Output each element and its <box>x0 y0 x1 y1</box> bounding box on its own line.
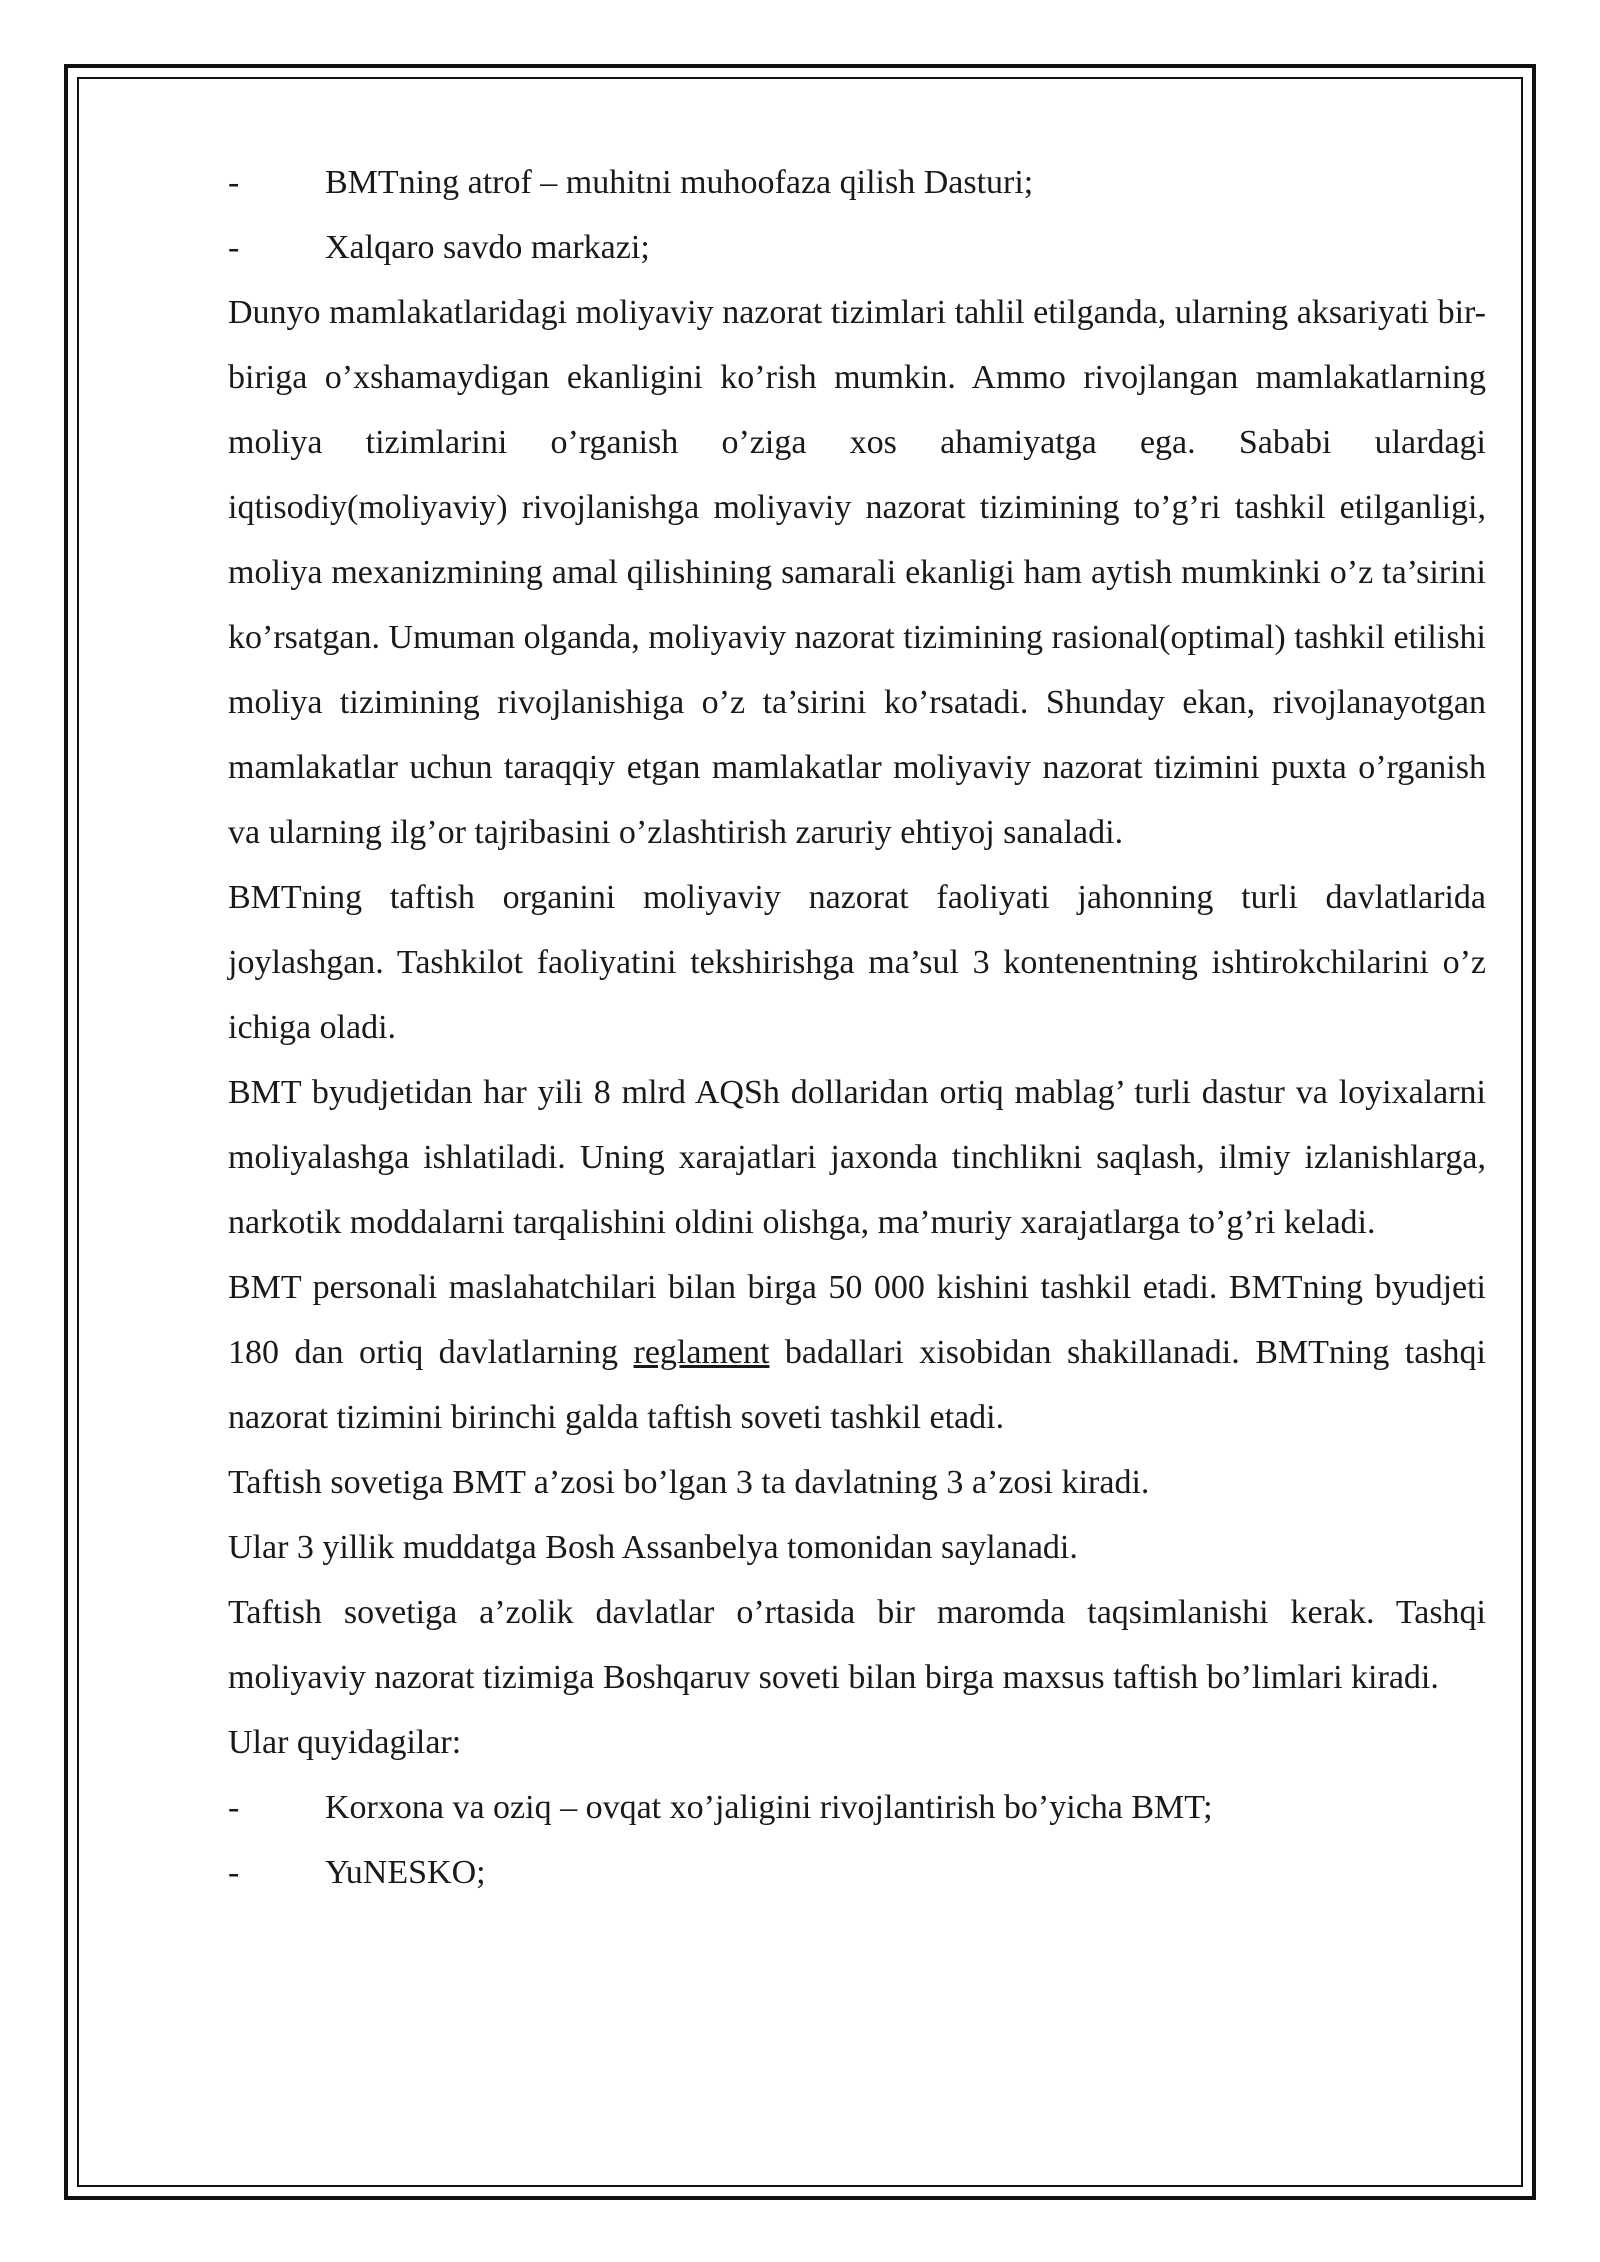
paragraph-audit-council-members: Taftish sovetiga BMT a’zosi bo’lgan 3 ta davlatning 3 a’zosi kiradi. <box>228 1464 1150 1501</box>
reglament-link[interactable]: reglament <box>633 1334 770 1371</box>
paragraph-personnel <box>228 1255 1486 1450</box>
list-dash: - <box>228 1789 240 1826</box>
list-dash: - <box>228 164 240 201</box>
list-item-text: YuNESKO; <box>325 1854 486 1891</box>
paragraph-financial-control-systems: Dunyo mamlakatlaridagi moliyaviy nazorat tizimlari tahlil etilganda, ularning aksariyati bir-biriga o’xshamaydigan ekanligini ko’rish mumkin. Ammo rivojlangan mamlakatlarning moliya tizimlarini o’rganish o’ziga xos ahamiyatga ega. Sababi ulardagi iqtisodiy(moliyaviy) rivojlanishga moliyaviy nazorat tizimining to’g’ri tashkil etilganligi, moliya mexanizmining amal qilishining samarali ekanligi ham aytish mumkinki o’z ta’sirini ko’rsatgan. Umuman olganda, moliyaviy nazorat tizimining rasional(optimal) tashkil etilishi moliya tizimining rivojlanishiga o’z ta’sirini ko’rsatadi. Shunday ekan, rivojlanayotgan mamlakatlar uchun taraqqiy etgan mamlakatlar moliyaviy nazorat tizimini puxta o’rganish va ularning ilg’or tajribasini o’zlashtirish zaruriy ehtiyoj sanaladi. <box>228 294 1486 851</box>
paragraph-membership-distribution: Taftish sovetiga a’zolik davlatlar o’rtasida bir maromda taqsimlanishi kerak. Tashqi moliyaviy nazorat tizimiga Boshqaruv soveti bilan birga maxsus taftish bo’limlari kiradi. <box>228 1594 1486 1696</box>
paragraph-personnel-text-1: BMT personali maslahatchilari bilan birga 50 000 kishini tashkil etadi. BMTning byudjeti 180 dan ortiq davlatlarning <box>228 1269 1486 1371</box>
list-dash: - <box>228 1854 240 1891</box>
list-item-text: BMTning atrof – muhitni muhoofaza qilish Dasturi; <box>325 164 1034 201</box>
paragraph-personnel-text-2: badallari xisobidan shakillanadi. BMTning tashqi nazorat tizimini birinchi galda taftish soveti tashkil etadi. <box>228 1334 1487 1436</box>
list-item <box>228 150 1486 215</box>
paragraph-budget: BMT byudjetidan har yili 8 mlrd AQSh dollaridan ortiq mablag’ turli dastur va loyixalarni moliyalashga ishlatiladi. Uning xarajatlari jaxonda tinchlikni saqlash, ilmiy izlanishlarga, narkotik moddalarni tarqalishini oldini olishga, ma’muriy xarajatlarga to’g’ri keladi. <box>228 1074 1486 1241</box>
list-item <box>228 1840 1486 1905</box>
paragraph-audit-organ: BMTning taftish organini moliyaviy nazorat faoliyati jahonning turli davlatlarida joylashgan. Tashkilot faoliyatini tekshirishga ma’sul 3 kontenentning ishtirokchilarini o’z ichiga oladi. <box>228 879 1486 1046</box>
paragraph-list-intro: Ular quyidagilar: <box>228 1724 462 1761</box>
document-body <box>228 150 1486 1905</box>
list-item <box>228 215 1486 280</box>
list-dash: - <box>228 229 240 266</box>
list-item-text: Xalqaro savdo markazi; <box>325 229 650 266</box>
paragraph-election-term: Ular 3 yillik muddatga Bosh Assanbelya tomonidan saylanadi. <box>228 1529 1078 1566</box>
list-item-text: Korxona va oziq – ovqat xo’jaligini rivojlantirish bo’yicha BMT; <box>325 1789 1213 1826</box>
list-item <box>228 1775 1486 1840</box>
